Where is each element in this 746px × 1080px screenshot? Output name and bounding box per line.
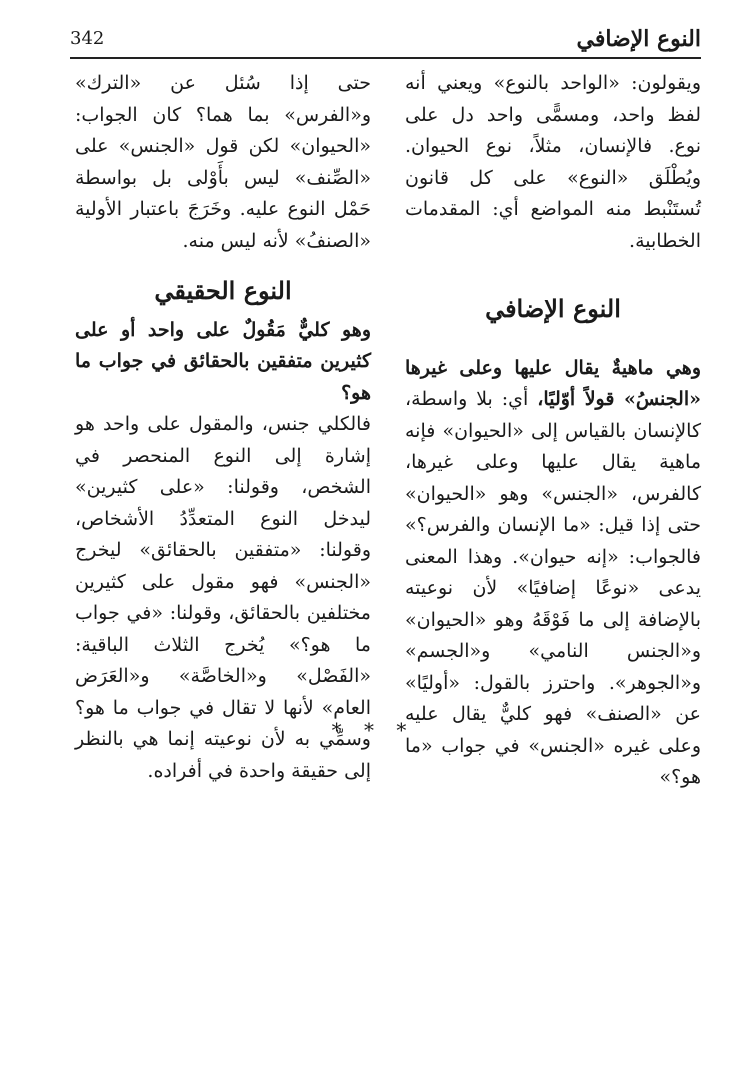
real-species-definition: وهو كليٌّ مَقُولٌ على واحد أو على كثيرين متفقين بالحقائق في جواب ما هو؟	[75, 318, 371, 404]
right-column	[405, 68, 701, 794]
left-column	[75, 68, 371, 787]
section-heading-relative-species: النوع الإضافي	[485, 294, 621, 323]
section-separator: * * *	[331, 718, 415, 742]
section-heading-real-species: النوع الحقيقي	[154, 276, 292, 305]
left-intro-paragraph: حتى إذا سُئل عن «الترك» و«الفرس» بما هما؟ كان الجواب: «الحيوان» لكن قول «الجنس» على «الصِّنف» ليس بأَوْلى بل بواسطة حَمْل النوع عليه. وخَرَجَ باعتبار الأولية «الصنفُ» لأنه ليس منه.	[75, 72, 371, 252]
relative-species-definition: وهي ماهيةٌ يقال عليها وعلى غيرها «الجنسُ» قولاً أوّليًا،	[405, 356, 701, 410]
page-header	[70, 18, 701, 58]
real-species-body: فالكلي جنس، والمقول على واحد هو إشارة إلى النوع المنحصر في الشخص، وقولنا: «على كثيرين» ليدخل النوع المتعدِّدُ الأشخاص، وقولنا: «متفقين بالحقائق» ليخرج «الجنس» فهو مقول على كثيرين مختلفين بالحقائق، وقولنا: «في جواب ما هو؟» يُخرج الثلاث الباقية: «الفَصْل» و«الخاصَّة» و«العَرَض العام» لأنها لا تقال في جواب ما هو؟ وسمِّي به لأن نوعيته إنما هي بالنظر إلى حقيقة واحدة في أفراده.	[75, 413, 371, 782]
right-intro-paragraph: ويقولون: «الواحد بالنوع» ويعني أنه لفظ واحد، ومسمًّى واحد دل على نوع. فالإنسان، مثلاً، نوع الحيوان. ويُطْلَق «النوع» على كل قانون تُستَنْبط منه المواضع أي: المقدمات الخطابية.	[405, 72, 701, 252]
header-rule	[70, 57, 701, 59]
running-title: النوع الإضافي	[576, 26, 701, 52]
relative-species-body: أي: بلا واسطة، كالإنسان بالقياس إلى «الحيوان» فإنه ماهية يقال عليها وعلى غيرها، كالفرس، «الجنس» وهو «الحيوان» حتى إذا قيل: «ما الإنسان والفرس؟» فالجواب: «إنه حيوان». وهذا المعنى يدعى «نوعًا إضافيًا» لأن نوعيته بالإضافة إلى ما فَوْقَهُ وهو «الحيوان» و«الجنس النامي» و«الجسم» و«الجوهر». واحترز بالقول: «أوليًا» عن «الصنف» فهو كليٌّ يقال عليه وعلى غيره «الجنس» في جواب «ما هو؟»	[405, 388, 701, 788]
page-number: 342	[70, 28, 105, 49]
